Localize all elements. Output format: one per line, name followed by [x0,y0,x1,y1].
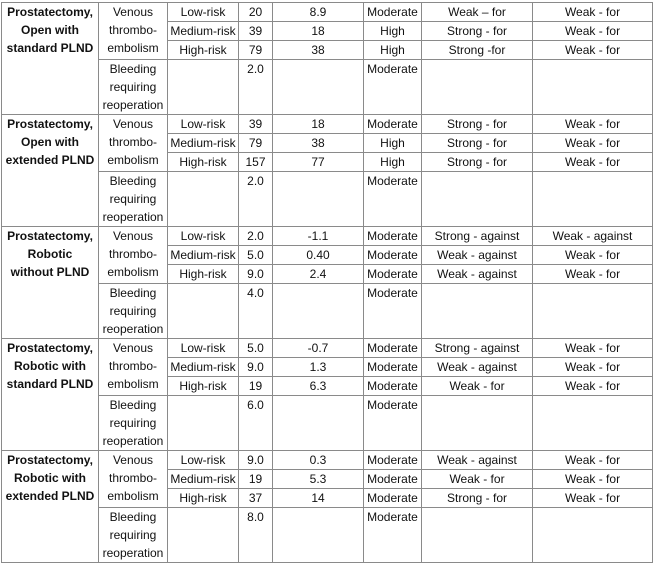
effect-estimate: 5.3 [273,470,364,489]
outcome-vte [99,3,168,60]
recommendation-2: Weak - for [533,265,653,284]
recommendation-2: Weak - for [533,246,653,265]
recommendation-1: Strong -for [422,41,533,60]
effect-estimate-empty [273,284,364,339]
procedure-name [2,115,99,227]
risk-level-empty [168,396,239,451]
baseline-value: 2.0 [239,227,273,246]
procedure-name-line: Prostatectomy, [7,117,93,131]
effect-estimate: 77 [273,153,364,172]
recommendation-1: Weak - for [422,377,533,396]
risk-level-empty [168,508,239,563]
certainty: Moderate [364,227,422,246]
bleed-certainty: Moderate [364,60,422,115]
risk-level: High-risk [168,377,239,396]
outcome-bleed-line: requiring [109,304,157,318]
outcome-vte-line: Venous [112,453,154,467]
recommendation-1-empty [422,284,533,339]
procedure-name-line: Prostatectomy, [7,341,93,355]
outcome-vte-line: Venous [112,229,154,243]
recommendation-1: Strong - against [422,227,533,246]
outcome-bleed [99,172,168,227]
outcome-vte-line: thrombo- [108,247,158,261]
recommendation-1: Weak – for [422,3,533,22]
baseline-value: 20 [239,3,273,22]
certainty: High [364,153,422,172]
effect-estimate: -0.7 [273,339,364,358]
procedure-name-line: Prostatectomy, [7,5,93,19]
procedure-name-line: Open with [21,135,79,149]
procedure-name-line: extended PLND [5,489,95,503]
recommendation-2: Weak - against [533,227,653,246]
recommendation-2: Weak - for [533,377,653,396]
baseline-value: 5.0 [239,339,273,358]
outcome-bleed [99,508,168,563]
effect-estimate-empty [273,508,364,563]
outcome-bleed-line: requiring [109,416,157,430]
risk-level: Medium-risk [168,246,239,265]
procedure-name-line: without PLND [10,265,90,279]
procedure-name-line: Robotic with [14,471,86,485]
bleed-value: 2.0 [239,172,273,227]
effect-estimate: 18 [273,115,364,134]
certainty: Moderate [364,265,422,284]
risk-level: High-risk [168,489,239,508]
table-row [2,115,653,134]
baseline-value: 9.0 [239,358,273,377]
bleed-certainty: Moderate [364,508,422,563]
recommendation-1: Weak - for [422,470,533,489]
outcome-vte [99,115,168,172]
outcome-vte-line: thrombo- [108,135,158,149]
outcome-vte-line: thrombo- [108,359,158,373]
recommendation-2-empty [533,396,653,451]
recommendation-1: Strong - for [422,134,533,153]
procedure-name-line: standard PLND [6,377,94,391]
risk-level: Low-risk [168,227,239,246]
recommendation-2: Weak - for [533,489,653,508]
outcome-bleed-line: Bleeding [109,398,157,412]
effect-estimate: -1.1 [273,227,364,246]
baseline-value: 9.0 [239,265,273,284]
outcome-vte-line: Venous [112,341,154,355]
outcome-bleed-line: Bleeding [109,286,157,300]
baseline-value: 9.0 [239,451,273,470]
risk-level: High-risk [168,153,239,172]
outcome-bleed-line: Bleeding [109,62,157,76]
procedure-name-line: Open with [21,23,79,37]
recommendation-2-empty [533,508,653,563]
table-row [2,227,653,246]
recommendation-2: Weak - for [533,470,653,489]
outcome-vte [99,339,168,396]
outcome-bleed-line: reoperation [102,434,164,448]
outcome-bleed-line: reoperation [102,546,164,560]
recommendation-1: Strong - for [422,115,533,134]
recommendation-2: Weak - for [533,115,653,134]
outcome-bleed-line: requiring [109,528,157,542]
outcome-bleed [99,396,168,451]
effect-estimate: 38 [273,41,364,60]
recommendation-1-empty [422,508,533,563]
bleed-value: 6.0 [239,396,273,451]
procedure-name-line: Robotic [27,247,73,261]
outcome-bleed-line: reoperation [102,210,164,224]
recommendation-1: Weak - against [422,358,533,377]
effect-estimate: 0.40 [273,246,364,265]
recommendation-2: Weak - for [533,3,653,22]
risk-level: High-risk [168,265,239,284]
certainty: Moderate [364,115,422,134]
risk-level: Medium-risk [168,22,239,41]
certainty: High [364,41,422,60]
certainty: High [364,22,422,41]
outcome-bleed-line: requiring [109,80,157,94]
table-row [2,396,653,451]
recommendation-2: Weak - for [533,358,653,377]
table-row [2,508,653,563]
bleed-value: 8.0 [239,508,273,563]
certainty: High [364,134,422,153]
baseline-value: 5.0 [239,246,273,265]
recommendation-2-empty [533,284,653,339]
recommendation-table [1,2,653,563]
certainty: Moderate [364,470,422,489]
outcome-vte-line: thrombo- [108,23,158,37]
bleed-value: 4.0 [239,284,273,339]
recommendation-1: Weak - against [422,265,533,284]
risk-level: High-risk [168,41,239,60]
effect-estimate: 6.3 [273,377,364,396]
procedure-name-line: Prostatectomy, [7,453,93,467]
effect-estimate: 14 [273,489,364,508]
risk-level: Low-risk [168,339,239,358]
certainty: Moderate [364,377,422,396]
baseline-value: 19 [239,377,273,396]
outcome-vte-line: Venous [112,5,154,19]
outcome-bleed [99,60,168,115]
outcome-vte-line: Venous [112,117,154,131]
recommendation-2: Weak - for [533,134,653,153]
risk-level: Medium-risk [168,358,239,377]
table-row [2,60,653,115]
recommendation-2: Weak - for [533,22,653,41]
certainty: Moderate [364,358,422,377]
certainty: Moderate [364,246,422,265]
effect-estimate: 8.9 [273,3,364,22]
procedure-name [2,3,99,115]
bleed-certainty: Moderate [364,284,422,339]
risk-level: Low-risk [168,115,239,134]
table-body [2,3,653,563]
outcome-vte-line: thrombo- [108,471,158,485]
effect-estimate: 38 [273,134,364,153]
effect-estimate: 1.3 [273,358,364,377]
effect-estimate-empty [273,396,364,451]
baseline-value: 39 [239,115,273,134]
outcome-vte-line: embolism [107,41,159,55]
effect-estimate-empty [273,60,364,115]
baseline-value: 39 [239,22,273,41]
effect-estimate: 2.4 [273,265,364,284]
effect-estimate-empty [273,172,364,227]
outcome-vte-line: embolism [107,153,159,167]
effect-estimate: 18 [273,22,364,41]
baseline-value: 157 [239,153,273,172]
recommendation-1: Strong - against [422,339,533,358]
recommendation-1-empty [422,172,533,227]
recommendation-1: Strong - for [422,153,533,172]
outcome-bleed-line: Bleeding [109,510,157,524]
recommendation-2: Weak - for [533,339,653,358]
procedure-name [2,339,99,451]
procedure-name-line: standard PLND [6,41,94,55]
risk-level-empty [168,172,239,227]
risk-level-empty [168,60,239,115]
recommendation-1: Strong - for [422,22,533,41]
baseline-value: 79 [239,41,273,60]
baseline-value: 19 [239,470,273,489]
outcome-vte-line: embolism [107,489,159,503]
table-row [2,3,653,22]
procedure-name-line: extended PLND [5,153,95,167]
outcome-bleed-line: requiring [109,192,157,206]
risk-level: Medium-risk [168,134,239,153]
recommendation-2: Weak - for [533,153,653,172]
procedure-name [2,227,99,339]
procedure-name-line: Prostatectomy, [7,229,93,243]
outcome-bleed-line: reoperation [102,98,164,112]
outcome-bleed-line: Bleeding [109,174,157,188]
outcome-vte-line: embolism [107,265,159,279]
bleed-value: 2.0 [239,60,273,115]
procedure-name [2,451,99,563]
risk-level: Medium-risk [168,470,239,489]
table-row [2,284,653,339]
effect-estimate: 0.3 [273,451,364,470]
outcome-vte [99,451,168,508]
risk-level-empty [168,284,239,339]
risk-level: Low-risk [168,3,239,22]
certainty: Moderate [364,451,422,470]
recommendation-1-empty [422,60,533,115]
risk-level: Low-risk [168,451,239,470]
recommendation-2: Weak - for [533,451,653,470]
recommendation-1: Weak - against [422,246,533,265]
recommendation-2-empty [533,172,653,227]
recommendation-1-empty [422,396,533,451]
recommendation-2-empty [533,60,653,115]
certainty: Moderate [364,489,422,508]
table-row [2,451,653,470]
certainty: Moderate [364,3,422,22]
outcome-bleed-line: reoperation [102,322,164,336]
bleed-certainty: Moderate [364,172,422,227]
procedure-name-line: Robotic with [14,359,86,373]
recommendation-1: Strong - for [422,489,533,508]
baseline-value: 79 [239,134,273,153]
baseline-value: 37 [239,489,273,508]
outcome-bleed [99,284,168,339]
recommendation-1: Weak - against [422,451,533,470]
table-row [2,339,653,358]
outcome-vte [99,227,168,284]
certainty: Moderate [364,339,422,358]
outcome-vte-line: embolism [107,377,159,391]
recommendation-2: Weak - for [533,41,653,60]
bleed-certainty: Moderate [364,396,422,451]
table-row [2,172,653,227]
